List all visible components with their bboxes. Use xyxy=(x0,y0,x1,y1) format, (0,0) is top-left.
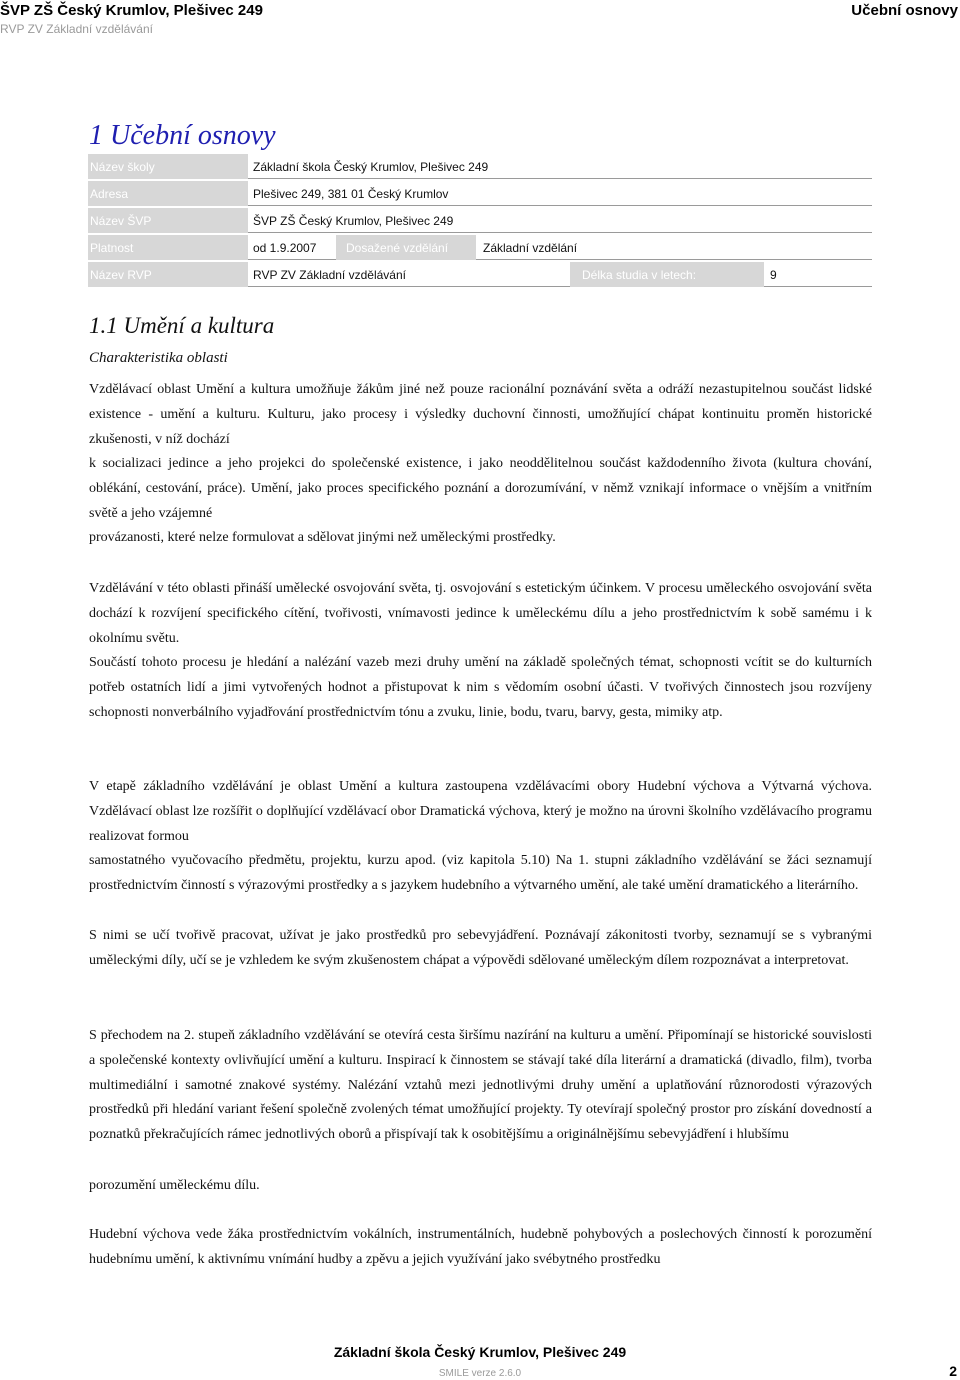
paragraph: V etapě základního vzdělávání je oblast Umění a kultura zastoupena vzdělávacími obory Hudební výchova a Výtvarná výchova. Vzdělávací oblast lze rozšířit o doplňující vzdělávací obor Dramatická výchova, který je možno na úrovni školního vzdělávacího programu realizovat formou xyxy=(89,779,872,844)
paragraph: samostatného vyučovacího předmětu, projektu, kurzu apod. (viz kapitola 5.10) Na 1. stupni základního vzdělávání se žáci seznamují prostřednictvím činností s výrazovými prostředky a s jazykem hudebního a výtvarného umění, ale také umění dramatického a literárního. xyxy=(89,853,872,893)
svp-name-label: Název ŠVP xyxy=(90,214,152,228)
paragraph: Vzdělávání v této oblasti přináší umělecké osvojování světa, tj. osvojování s estetickým účinkem. V procesu uměleckého osvojování světa dochází k rozvíjení specifického cítění, tvořivosti, vnímavosti jedince k uměleckému dílu a jeho prostřednictvím k sobě samému i k okolnímu světu. xyxy=(89,581,872,646)
header-document-title: ŠVP ZŠ Český Krumlov, Plešivec 249 xyxy=(0,2,263,19)
address-label: Adresa xyxy=(90,187,129,201)
header-document-subtitle: RVP ZV Základní vzdělávání xyxy=(0,22,153,36)
paragraph: Vzdělávací oblast Umění a kultura umožňuje žákům jiné než pouze racionální poznávání světa a odráží nezastupitelnou součást lidské existence - umění a kulturu. Kulturu, jako procesy i výsledky duchovní činnosti, umožňující chápat kontinuitu proměn historické zkušenosti, v níž dochází xyxy=(89,382,872,447)
characteristic-heading: Charakteristika oblasti xyxy=(89,350,228,366)
duration-value: 9 xyxy=(770,268,777,282)
svp-name-value: ŠVP ZŠ Český Krumlov, Plešivec 249 xyxy=(253,214,454,228)
page-number: 2 xyxy=(949,1363,957,1379)
info-row-rvp xyxy=(88,262,872,288)
education-value: Základní vzdělání xyxy=(483,241,578,255)
validity-label: Platnost xyxy=(90,241,134,255)
paragraph: Součástí tohoto procesu je hledání a nalézání vazeb mezi druhy umění na základě společných témat, schopnosti vcítit se do kulturních potřeb ostatních lidí a jimi vytvořených hodnot a přistupovat k nim s vědomím osobní účasti. V tvořivých činnostech jsou rozvíjeny schopnosti nonverbálního vyjadřování prostřednictvím tónu a zvuku, linie, bodu, tvaru, barvy, gesta, mimiky atp. xyxy=(89,655,872,720)
duration-label: Délka studia v letech: xyxy=(582,268,697,282)
rvp-name-label: Název RVP xyxy=(90,268,152,282)
info-row-school xyxy=(88,154,872,180)
info-row-validity xyxy=(88,235,872,261)
paragraph: porozumění uměleckému dílu. xyxy=(89,1178,260,1193)
school-name-label: Název školy xyxy=(90,160,155,174)
validity-value: od 1.9.2007 xyxy=(253,241,317,255)
paragraph: Hudební výchova vede žáka prostřednictvím vokálních, instrumentálních, hudebně pohybových a poslechových činností k porozumění hudebnímu umění, k aktivnímu vnímání hudby a zpěvu a jejich využívání jako svébytného prostředku xyxy=(89,1227,872,1267)
footer-school-name: Základní škola Český Krumlov, Plešivec 249 xyxy=(333,1344,627,1360)
header-section-name: Učební osnovy xyxy=(851,2,958,19)
info-row-address xyxy=(88,181,872,207)
subsection-title: 1.1 Umění a kultura xyxy=(89,313,275,338)
paragraph: k socializaci jedince a jeho projekci do společenské existence, i jako neoddělitelnou součást každodenního života (kultura chování, oblékání, cestování, práce). Umění, jako proces specifického poznání a dorozumívání, v němž vznikají informace o vnějším a vnitřním světě a jeho vzájemné xyxy=(89,456,872,521)
paragraph: provázanosti, které nelze formulovat a sdělovat jinými než uměleckými prostředky. xyxy=(89,530,556,545)
rvp-name-value: RVP ZV Základní vzdělávání xyxy=(253,268,406,282)
footer-version: SMILE verze 2.6.0 xyxy=(438,1368,522,1379)
education-label: Dosažené vzdělání xyxy=(346,241,449,255)
section-title: 1 Učební osnovy xyxy=(89,120,276,151)
paragraph: S přechodem na 2. stupeň základního vzdělávání se otevírá cesta širšímu nazírání na kulturu a umění. Připomínají se historické souvislosti a společenské kontexty ovlivňující umění a kulturu. Inspirací k činnostem se stávají také díla literární a dramatická (divadlo, film), tvorba multimediální i samotné znakové systémy. Nalézání vztahů mezi jednotlivými druhy umění a uplatňování různorodosti výrazových prostředků při hledání variant řešení společně zvolených témat umožňující projekty. Ty otevírají společný prostor pro získání dovedností a poznatků překračujících rámec jednotlivých oborů a přispívají tak k osobitějšímu a originálnějšímu sebevyjádření i hlubšímu xyxy=(89,1028,872,1143)
info-row-svp xyxy=(88,208,872,234)
paragraph: S nimi se učí tvořivě pracovat, užívat je jako prostředků pro sebevyjádření. Poznávají zákonitosti tvorby, seznamují se s vybranými uměleckými díly, učí se je vzhledem ke svým zkušenostem chápat a výpovědi sdělované uměleckým dílem rozpoznávat a interpretovat. xyxy=(89,928,872,968)
school-name-value: Základní škola Český Krumlov, Plešivec 249 xyxy=(253,160,489,174)
address-value: Plešivec 249, 381 01 Český Krumlov xyxy=(253,187,449,201)
